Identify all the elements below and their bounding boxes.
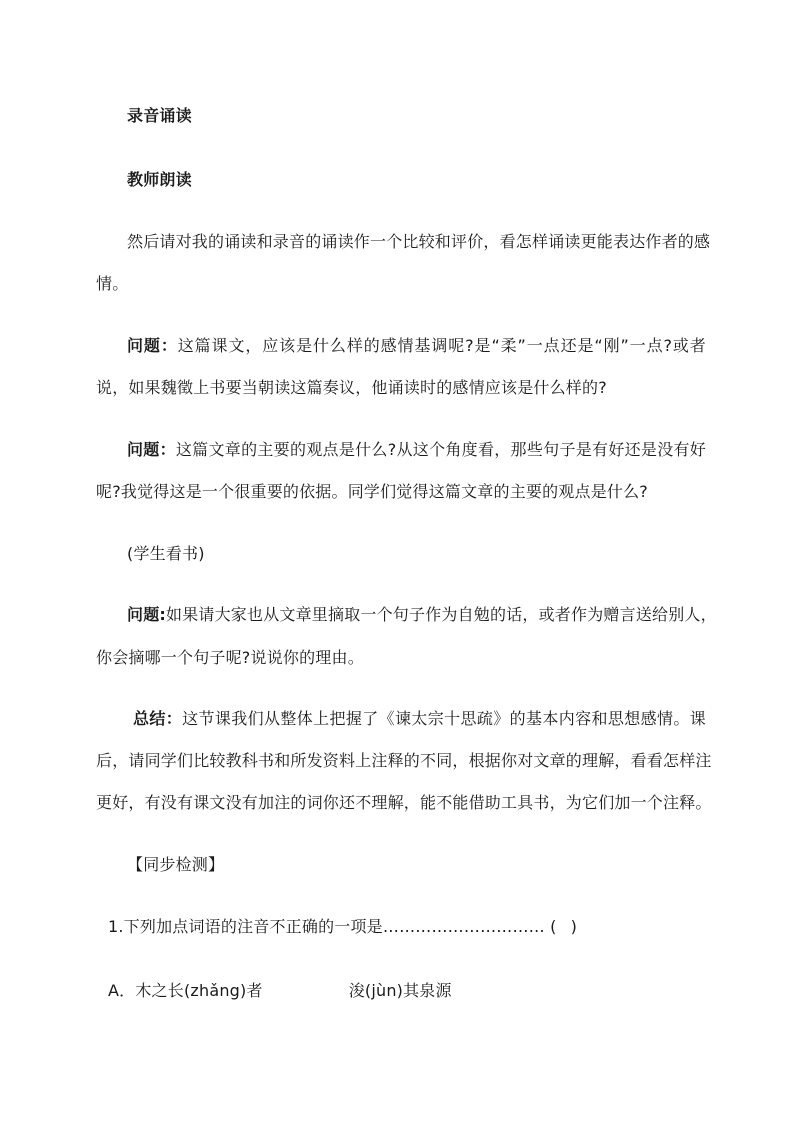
summary-text: 这节课我们从整体上把握了《谏太宗十思疏》的基本内容和思想感情。课: [182, 709, 706, 728]
heading-teacher-reading: 教师朗读: [127, 170, 192, 189]
question-2-line2: 呢?我觉得这是一个很重要的依据。同学们觉得这篇文章的主要的观点是什么?: [96, 482, 648, 501]
answer-bracket-close: ): [570, 917, 578, 936]
question-3-line2: 你会摘哪一个句子呢?说说你的理由。: [96, 648, 364, 667]
heading-recording-reading: 录音诵读: [127, 106, 192, 125]
question-text: 这篇文章的主要的观点是什么?从这个角度看，那些句子是有好还是没有好: [175, 440, 706, 459]
question-label: 问题：: [127, 336, 178, 355]
paragraph-compare-line1: 然后请对我的诵读和录音的诵读作一个比较和评价，看怎样诵读更能表达作者的感: [127, 232, 711, 251]
paragraph-compare-line2: 情。: [96, 274, 129, 293]
option-a: [108, 983, 718, 999]
test-question-1: [108, 919, 718, 935]
question-3-line1: [127, 605, 717, 624]
summary-label: 总结：: [133, 709, 183, 728]
option-label: A．: [108, 981, 136, 1000]
question-number: 1.: [108, 917, 124, 936]
question-label: 问题:: [127, 605, 166, 624]
question-1-line1: [127, 338, 706, 354]
summary-line3: 更好，有没有课文没有加注的词你还不理解，能不能借助工具书，为它们加一个注释。: [96, 793, 712, 812]
question-1-line2: 说，如果魏徵上书要当朝读这篇奏议，他诵读时的感情应该是什么样的?: [96, 378, 607, 397]
summary-line1: [133, 711, 706, 727]
question-stem: 下列加点词语的注音不正确的一项是………………………… (: [123, 917, 557, 936]
section-heading-sync-test: 【同步检测】: [127, 855, 225, 874]
student-note: (学生看书): [127, 544, 205, 563]
question-text: 这篇课文，应该是什么样的感情基调呢?是“柔”一点还是“刚”一点?或者: [177, 336, 706, 355]
summary-line2: 后，请同学们比较教科书和所发资料上注释的不同，根据你对文章的理解，看看怎样注: [96, 751, 712, 770]
question-2-line1: [127, 442, 706, 458]
option-item-2: 浚(jùn)其泉源: [348, 981, 452, 1000]
question-text: 如果请大家也从文章里摘取一个句子作为自勉的话，或者作为赠言送给别人，: [166, 605, 717, 624]
question-label: 问题：: [127, 440, 176, 459]
option-item-1: 木之长(zhǎng)者: [135, 981, 263, 1000]
